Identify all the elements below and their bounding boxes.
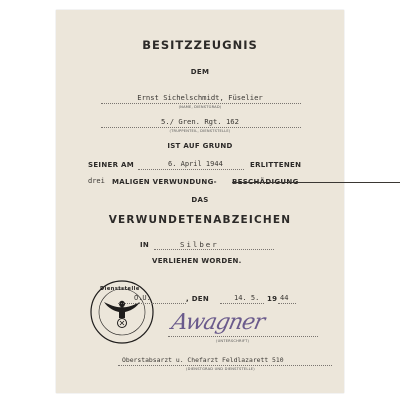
- eagle-emblem-icon: [104, 301, 140, 328]
- den-label: , DEN: [186, 295, 210, 303]
- issuer-line: [118, 365, 332, 366]
- issuer-title: Oberstabsarzt u. Chefarzt Feldlazarett 510: [122, 356, 284, 364]
- signature-line: [168, 336, 318, 337]
- grade-line: [154, 249, 274, 250]
- stamp-text: Dienststelle: [100, 286, 140, 292]
- signature: Awagner: [169, 310, 267, 335]
- certificate-title: BESITZZEUGNIS: [142, 38, 258, 52]
- erlittenen-label: ERLITTENEN: [250, 161, 302, 169]
- dem-label: DEM: [190, 68, 210, 76]
- issue-year-suffix: 44: [280, 294, 289, 302]
- certificate-page: [56, 10, 344, 393]
- verliehen-label: VERLIEHEN WORDEN.: [152, 257, 242, 265]
- wound-date: 6. April 1944: [168, 160, 223, 168]
- wound-date-line: [138, 169, 244, 170]
- ist-auf-grund-label: IST AUF GRUND: [167, 142, 233, 150]
- place-line: [118, 303, 186, 304]
- day-month-line: [220, 303, 264, 304]
- das-label: DAS: [191, 196, 209, 204]
- award-grade: Silber: [180, 240, 219, 249]
- issue-day-month: 14. 5.: [234, 294, 260, 302]
- issue-place: O.U.: [134, 294, 151, 302]
- issuer-caption: (DIENSTGRAD UND DIENSTSTELLE): [186, 367, 255, 371]
- name-line: [101, 103, 301, 104]
- wound-count: drei: [88, 177, 105, 185]
- recipient-unit: 5./ Gren. Rgt. 162: [161, 117, 239, 126]
- award-name: VERWUNDETENABZEICHEN: [108, 214, 292, 226]
- maligen-verwundung-label: MALIGEN VERWUNDUNG-: [112, 178, 217, 186]
- recipient-name: Ernst Sichelschmidt, Füselier: [137, 93, 263, 102]
- seiner-am-label: SEINER AM: [88, 161, 134, 169]
- year-line: [278, 303, 296, 304]
- beschaedigung-struck-out: BESCHÄDIGUNG: [232, 178, 400, 186]
- name-caption: (NAME, DIENSTGRAD): [178, 105, 222, 109]
- unit-line: [101, 127, 301, 128]
- signature-caption: (UNTERSCHRIFT): [216, 339, 250, 343]
- unit-caption: (TRUPPENTEIL, DIENSTSTELLE): [169, 129, 231, 133]
- issue-year-prefix: 19: [267, 295, 278, 303]
- in-label: IN: [140, 241, 150, 249]
